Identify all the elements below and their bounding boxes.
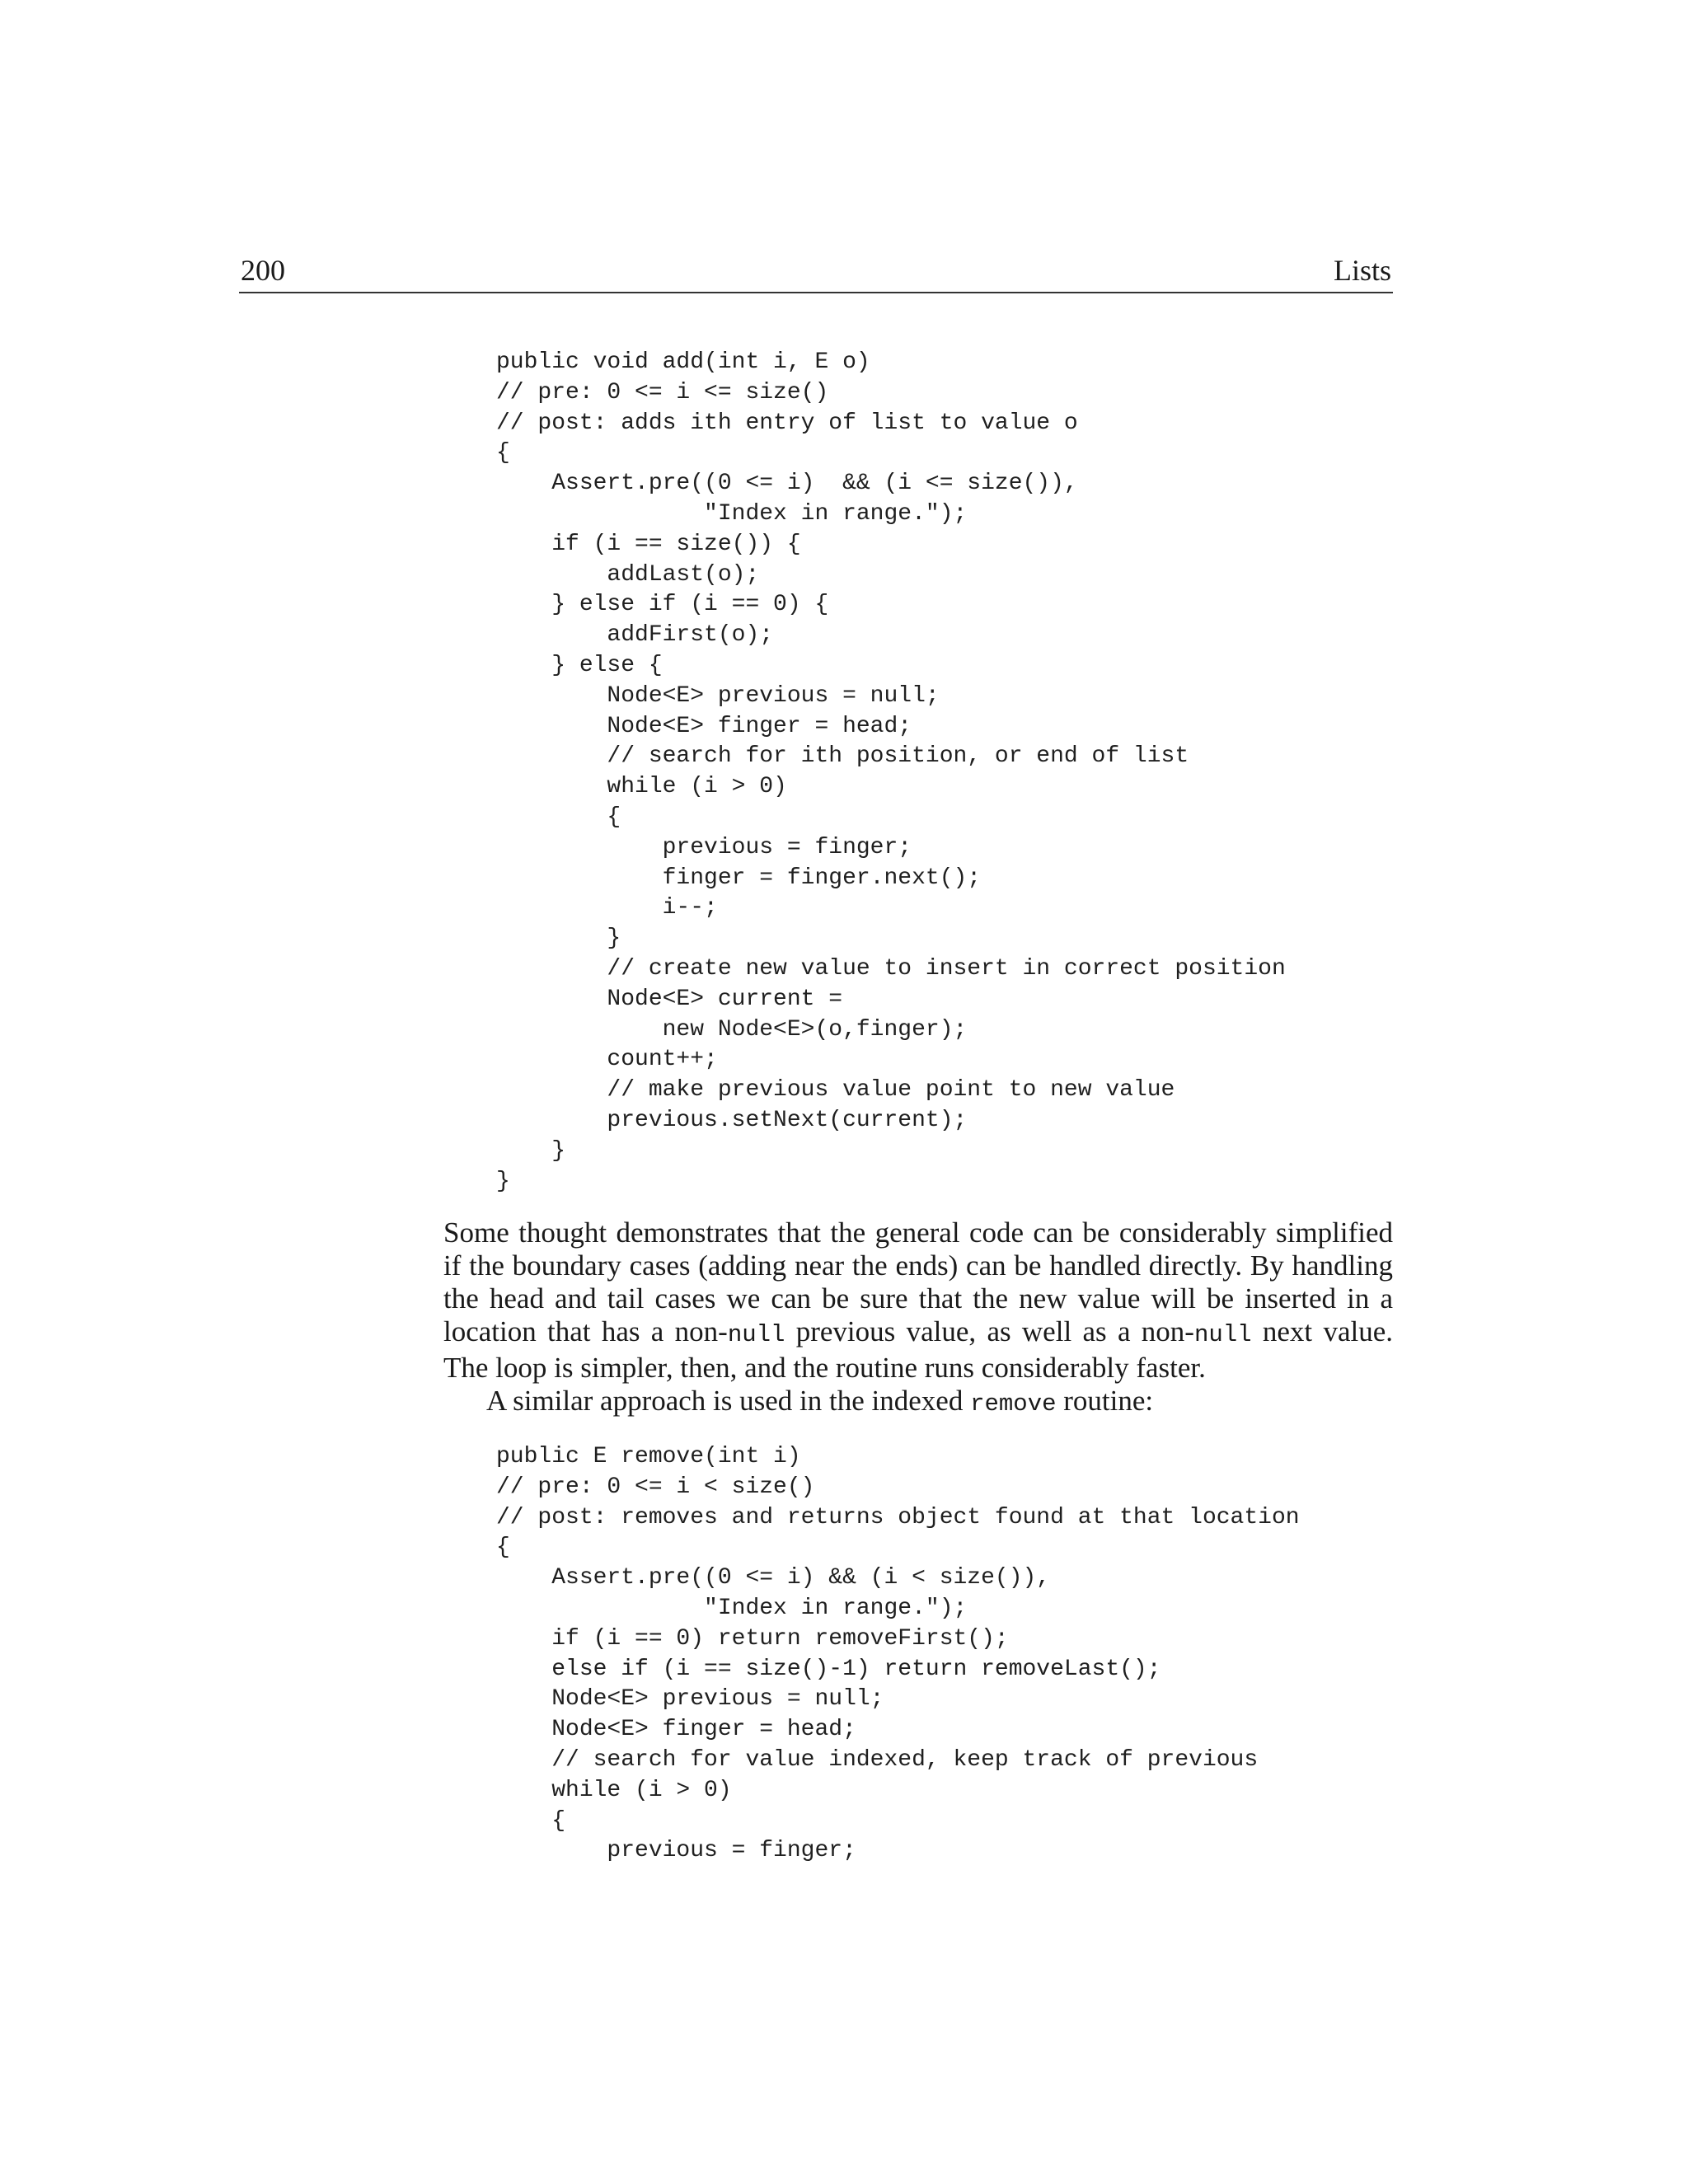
code-line: Node<E> current = <box>496 986 843 1012</box>
code-block-remove <box>496 1442 1300 1867</box>
inline-code: remove <box>970 1390 1057 1418</box>
code-line: Assert.pre((0 <= i) && (i <= size()), <box>496 471 1078 497</box>
code-line: Assert.pre((0 <= i) && (i < size()), <box>496 1565 1051 1591</box>
code-line: // post: adds ith entry of list to value o <box>496 410 1078 436</box>
inline-code: null <box>1193 1321 1252 1348</box>
text-run: previous value, as well as a non- <box>785 1315 1194 1347</box>
code-line: i--; <box>496 895 718 921</box>
code-line: } else if (i == 0) { <box>496 592 829 618</box>
code-line: else if (i == size()-1) return removeLast(); <box>496 1656 1161 1682</box>
code-line: addLast(o); <box>496 561 760 588</box>
code-line: // pre: 0 <= i <= size() <box>496 379 829 405</box>
code-line: if (i == 0) return removeFirst(); <box>496 1625 1009 1652</box>
code-line: previous = finger; <box>496 1838 856 1864</box>
code-line: } <box>496 926 621 952</box>
code-line: finger = finger.next(); <box>496 865 982 891</box>
paragraph <box>443 1385 1393 1421</box>
text-run: Some thought demonstrates that the general code can be considerably simplified if the boundary cases (adding near the ends) can be handled directly. By handling the head and tail cases we can be sure that the new value will be inserted in a location that has a non- <box>443 1216 1393 1347</box>
code-line: Node<E> finger = head; <box>496 1717 856 1743</box>
code-block-add <box>496 348 1286 1197</box>
code-line: } <box>496 1168 510 1194</box>
code-line: Node<E> previous = null; <box>496 1686 884 1713</box>
code-line: public void add(int i, E o) <box>496 349 870 375</box>
code-line: // pre: 0 <= i < size() <box>496 1474 815 1500</box>
paragraph <box>443 1216 1393 1385</box>
code-line: "Index in range."); <box>496 1595 968 1621</box>
code-line: if (i == size()) { <box>496 531 801 557</box>
code-line: while (i > 0) <box>496 1777 732 1803</box>
code-line: Node<E> finger = head; <box>496 713 912 739</box>
code-line: new Node<E>(o,finger); <box>496 1016 968 1043</box>
body-text <box>443 1216 1393 1421</box>
code-line: { <box>496 1807 566 1834</box>
code-line: // create new value to insert in correct position <box>496 955 1286 982</box>
page-number: 200 <box>241 254 285 287</box>
code-line: previous = finger; <box>496 834 912 860</box>
chapter-title: Lists <box>1333 254 1391 287</box>
running-header <box>239 249 1393 293</box>
text-run: A similar approach is used in the indexed <box>486 1385 971 1417</box>
code-line: { <box>496 804 621 830</box>
code-line: public E remove(int i) <box>496 1444 801 1469</box>
code-line: "Index in range."); <box>496 500 968 527</box>
inline-code: null <box>727 1321 785 1348</box>
code-line: previous.setNext(current); <box>496 1107 968 1133</box>
code-line: // post: removes and returns object found at that location <box>496 1504 1300 1530</box>
code-line: } <box>496 1137 566 1164</box>
code-line: while (i > 0) <box>496 774 787 800</box>
code-line: // search for value indexed, keep track of previous <box>496 1746 1259 1773</box>
code-line: Node<E> previous = null; <box>496 682 940 709</box>
code-line: { <box>496 440 510 466</box>
code-line: addFirst(o); <box>496 622 774 649</box>
text-run: routine: <box>1056 1385 1154 1417</box>
code-line: count++; <box>496 1047 718 1073</box>
code-line: } else { <box>496 652 663 678</box>
code-line: // make previous value point to new value <box>496 1077 1175 1104</box>
code-line: { <box>496 1535 510 1561</box>
code-line: // search for ith position, or end of list <box>496 743 1189 770</box>
text-run: next value. The loop is simpler, then, and the routine runs considerably faster. <box>443 1315 1393 1384</box>
